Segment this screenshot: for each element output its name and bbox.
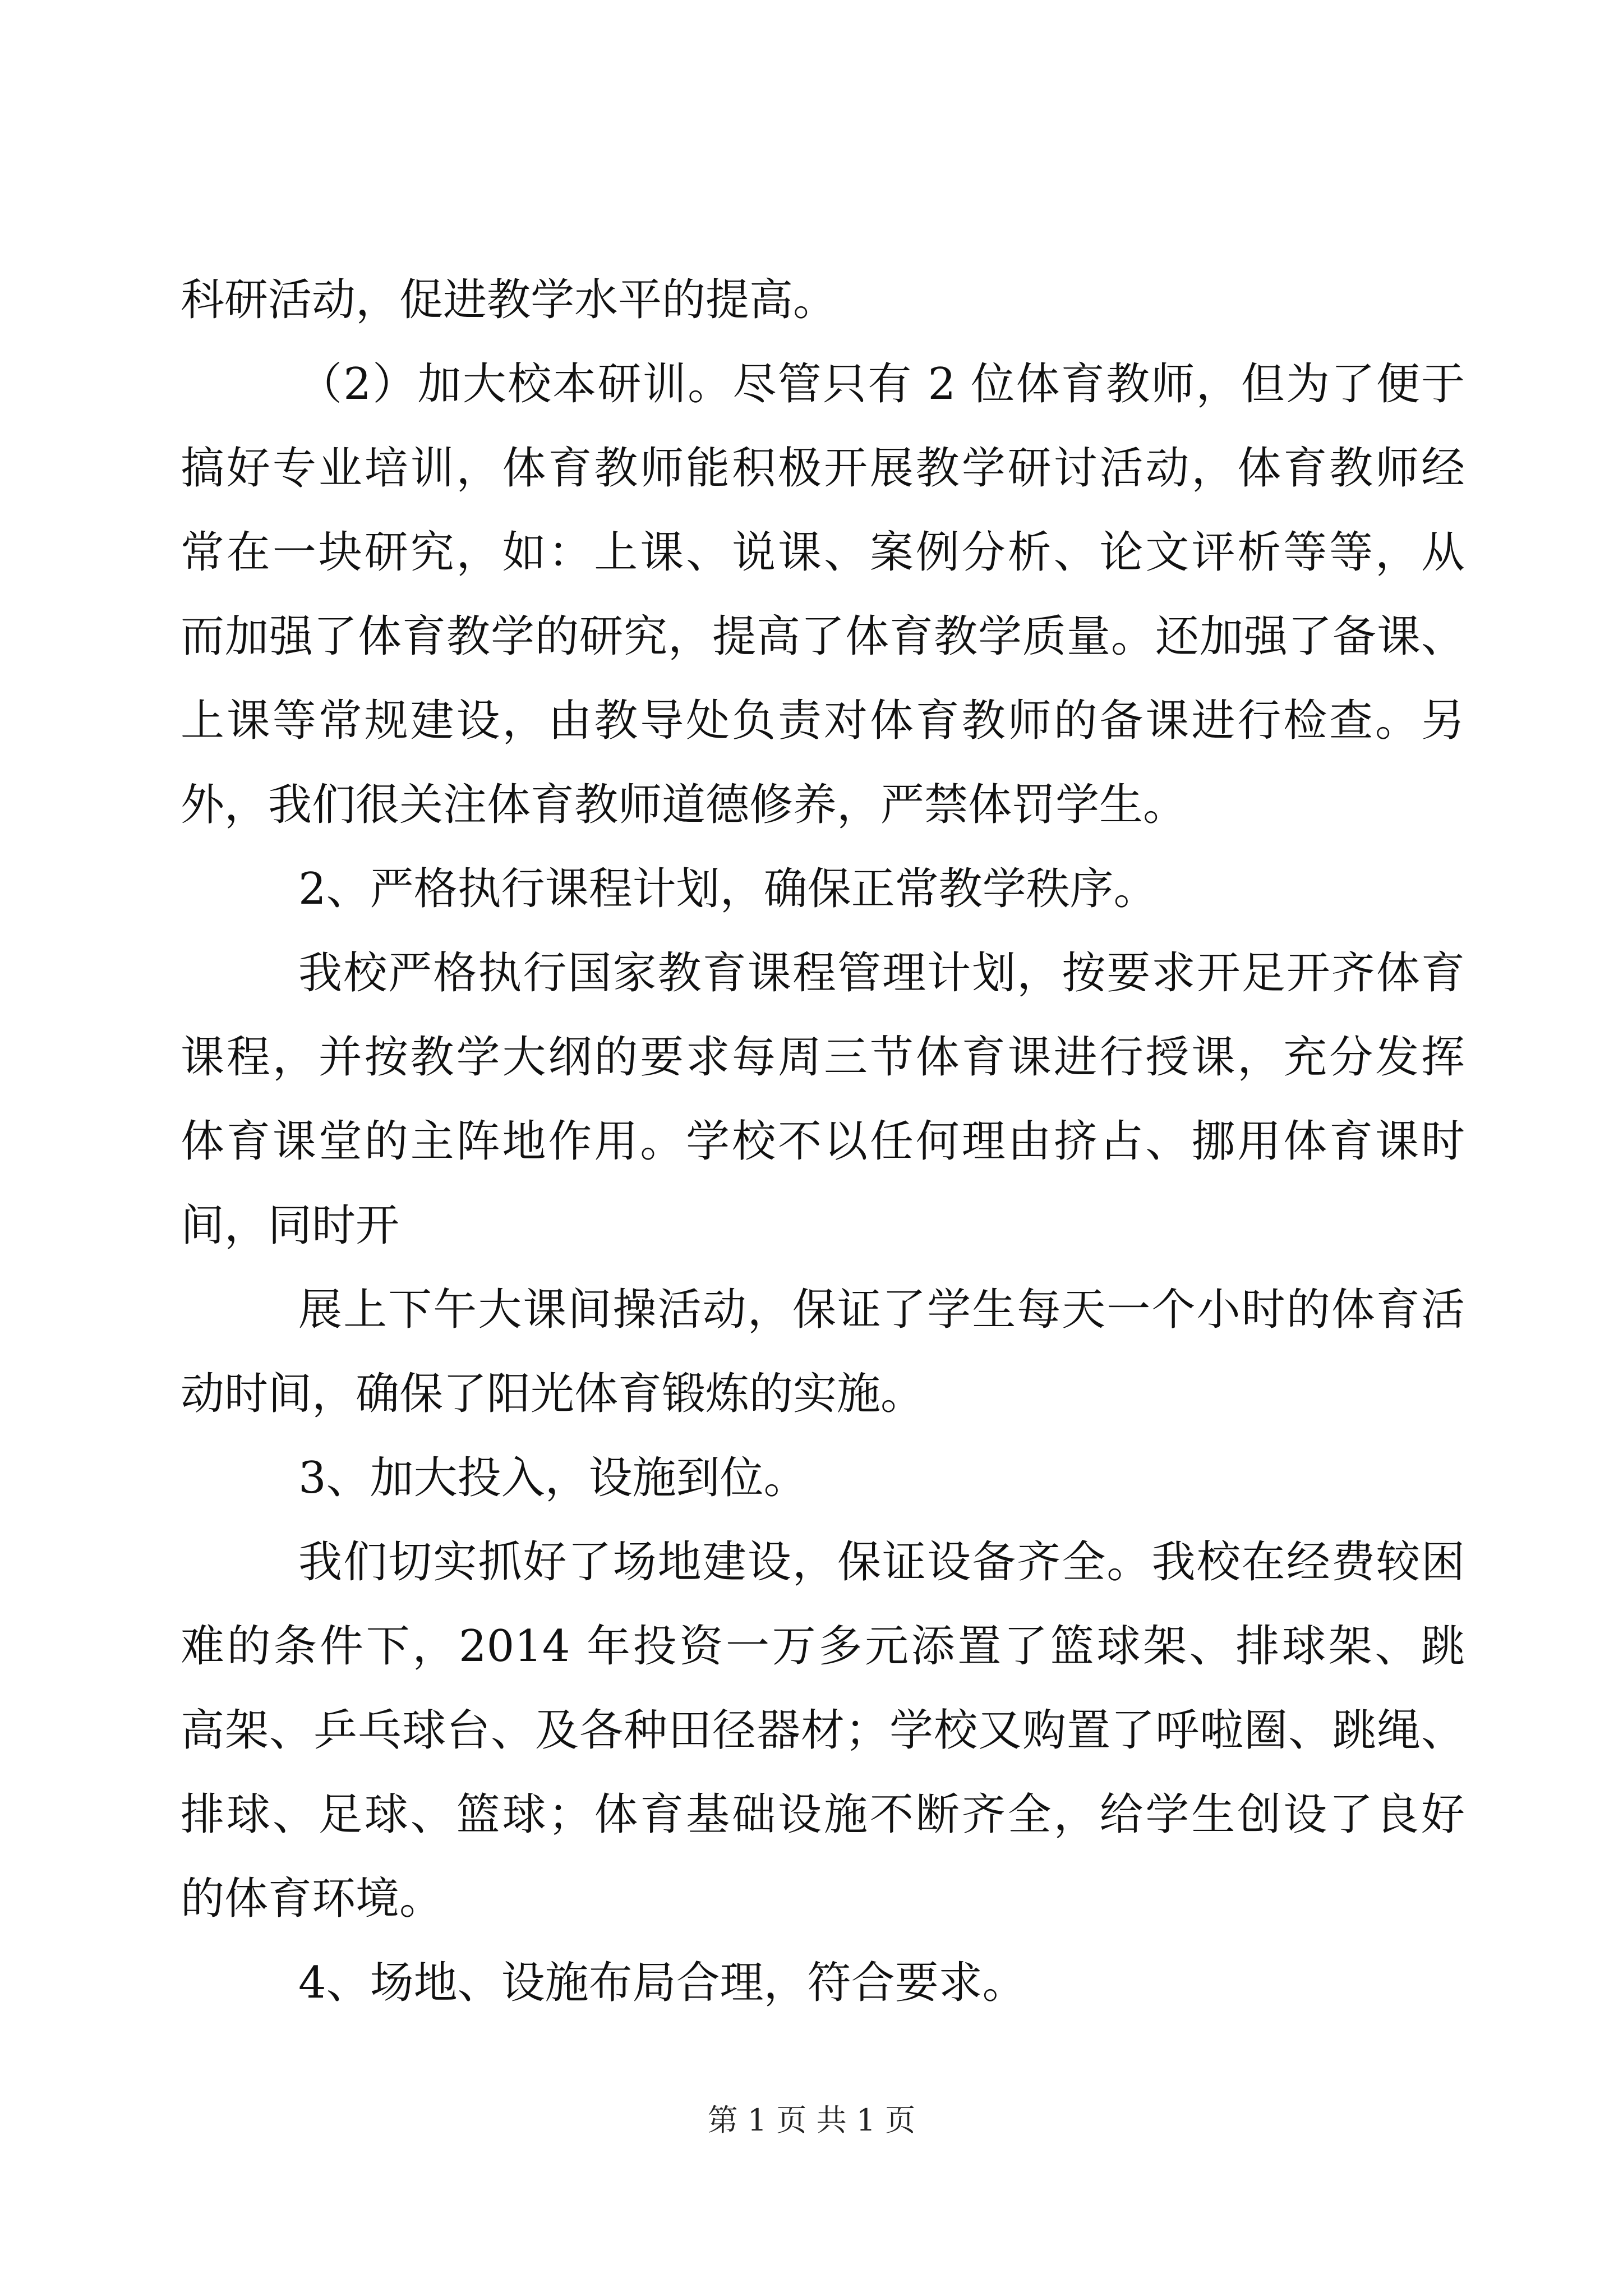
section-heading: 2、严格执行课程计划，确保正常教学秩序。 bbox=[298, 864, 1158, 914]
text-line: 科研活动，促进教学水平的提高。 bbox=[181, 275, 837, 325]
text-line: （2）加大校本研训。尽管只有 2 位体育教师，但为了便于 bbox=[298, 359, 1465, 409]
text-line: 上课等常规建设，由教导处负责对体育教师的备课进行检查。另 bbox=[181, 696, 1465, 746]
section-heading: 3、加大投入，设施到位。 bbox=[298, 1453, 808, 1503]
text-line: 的体育环境。 bbox=[181, 1874, 444, 1924]
text-line: 展上下午大课间操活动，保证了学生每天一个小时的体育活 bbox=[298, 1285, 1465, 1335]
text-line: 课程，并按教学大纲的要求每周三节体育课进行授课，充分发挥 bbox=[181, 1032, 1465, 1083]
text-line: 难的条件下，2014 年投资一万多元添置了篮球架、排球架、跳 bbox=[181, 1621, 1465, 1672]
text-line: 我校严格执行国家教育课程管理计划，按要求开足开齐体育 bbox=[298, 948, 1465, 999]
text-line: 间，同时开 bbox=[181, 1200, 400, 1251]
text-line: 体育课堂的主阵地作用。学校不以任何理由挤占、挪用体育课时 bbox=[181, 1116, 1465, 1167]
text-line: 常在一块研究，如：上课、说课、案例分析、论文评析等等，从 bbox=[181, 527, 1465, 578]
text-line: 外，我们很关注体育教师道德修养，严禁体罚学生。 bbox=[181, 780, 1187, 830]
page-footer: 第 1 页 共 1 页 bbox=[707, 2102, 916, 2138]
text-line: 动时间，确保了阳光体育锻炼的实施。 bbox=[181, 1369, 925, 1419]
text-line: 而加强了体育教学的研究，提高了体育教学质量。还加强了备课、 bbox=[181, 611, 1465, 662]
text-line: 搞好专业培训，体育教师能积极开展教学研讨活动，体育教师经 bbox=[181, 443, 1465, 494]
text-line: 我们切实抓好了场地建设，保证设备齐全。我校在经费较困 bbox=[298, 1537, 1465, 1588]
text-line: 排球、足球、篮球；体育基础设施不断齐全，给学生创设了良好 bbox=[181, 1789, 1465, 1840]
section-heading: 4、场地、设施布局合理，符合要求。 bbox=[298, 1958, 1026, 2008]
text-line: 高架、乒乓球台、及各种田径器材；学校又购置了呼啦圈、跳绳、 bbox=[181, 1705, 1465, 1756]
